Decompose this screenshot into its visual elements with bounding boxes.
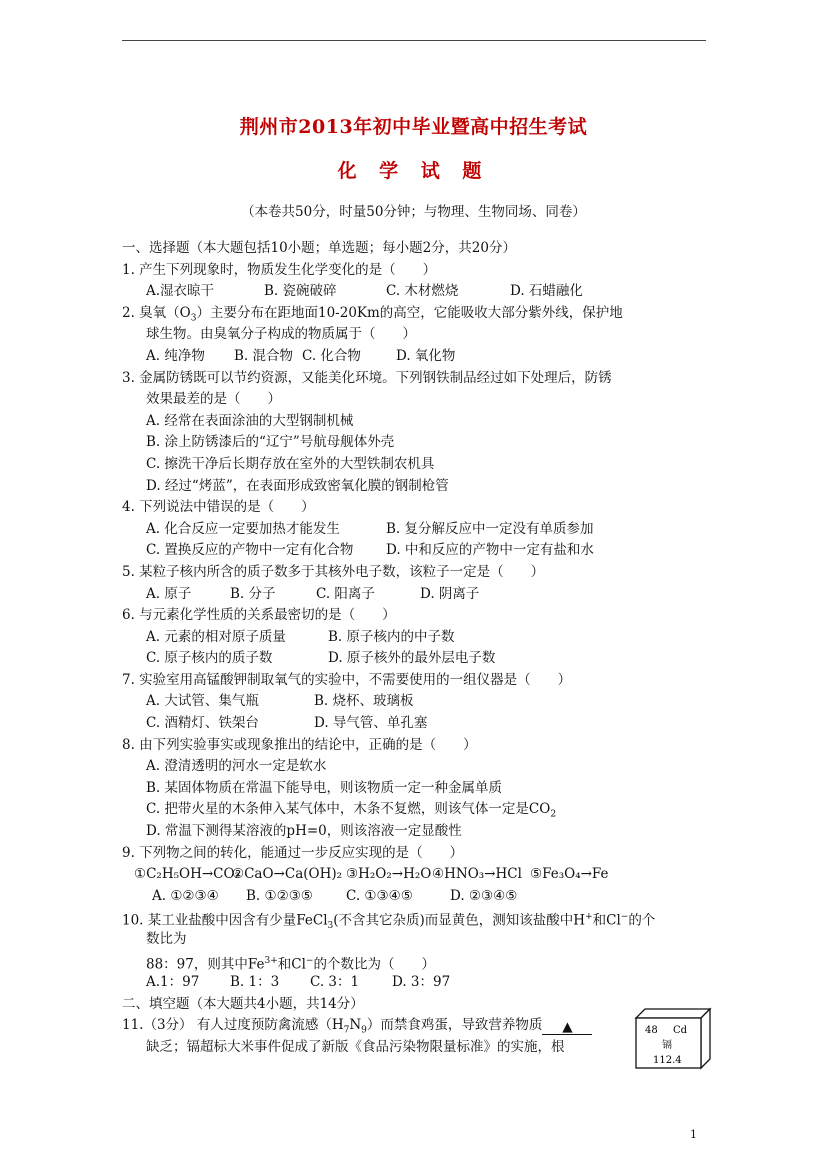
header-rule [122,40,706,41]
q9-item-4: ④HNO₃→HCl [432,866,522,883]
q2-option-d: D. 氧化物 [396,347,456,364]
q10-stem-sup: 3+ [264,955,278,966]
q9-stem: 9. 下列物之间的转化，能通过一步反应实现的是（ ） [122,844,464,861]
q4-option-c: C. 置换反应的产物中一定有化合物 [146,542,354,559]
q11-answer-blank[interactable]: ▲ [542,1020,592,1035]
q3-stem-line2: 效果最差的是（ ） [146,391,281,408]
element-symbol: Cd [673,1025,688,1036]
q9-item-3: ③H₂O₂→H₂O [346,866,432,883]
q8-option-c-sub: 2 [550,810,557,821]
q7-options-row2 [122,713,712,735]
q3-option-c: C. 擦洗干净后长期存放在室外的大型铁制农机具 [146,455,435,472]
q11-line2: 缺乏；镉超标大米事件促成了新版《食品污染物限量标准》的实施，根 [146,1038,565,1055]
exam-note: （本卷共50分，时量50分钟；与物理、生物同场、同卷） [241,204,586,220]
q2-stem-line2: 球生物。由臭氧分子构成的物质属于（ ） [146,326,416,343]
q5-option-b: B. 分子 [230,585,276,602]
q2-option-a: A. 纯净物 [146,347,205,364]
q8-stem: 8. 由下列实验事实或现象推出的结论中，正确的是（ ） [122,736,477,753]
q2-stem-part: ）主要分布在距地面10-20Km的高空，它能吸收大部分紫外线，保护地 [196,304,623,321]
q11-sub: 7 [343,1026,350,1037]
card-side-face [701,1009,710,1068]
q9-option-b: B. ①②③⑤ [246,887,313,904]
q9-item-2: ②CaO→Ca(OH)₂ [232,866,343,883]
q7-option-d: D. 导气管、单孔塞 [314,715,428,732]
q11-text-part: ）而禁食鸡蛋，导致营养物质 [366,1017,543,1034]
q10-stem-sup: − [620,912,629,923]
q1-stem: 1. 产生下列现象时，物质发生化学变化的是（ ） [122,261,437,278]
q10-option-a: A.1：97 [146,974,200,991]
q6-options-row1 [122,627,712,649]
q4-option-a: A. 化合反应一定要加热才能发生 [146,520,340,537]
q6-options-row2 [122,648,712,670]
q10-stem-line2: 数比为 [146,931,187,947]
q4-stem: 4. 下列说法中错误的是（ ） [122,499,315,516]
q3-option-b: B. 涂上防锈漆后的“辽宁”号航母舰体外壳 [146,434,395,451]
exam-content [122,238,712,1059]
cadmium-element-card [633,1006,713,1070]
q2-option-c: C. 化合物 [302,347,361,364]
q3-stem-line1: 3. 金属防锈既可以节约资源，又能美化环境。下列钢铁制品经过如下处理后，防锈 [122,369,612,386]
q9-option-d: D. ②③④⑤ [450,887,518,904]
q7-option-c: C. 酒精灯、铁架台 [146,715,259,732]
q10-stem-part: 的个 [628,912,656,929]
q6-option-c: C. 原子核内的质子数 [146,650,273,667]
q10-option-c: C. 3：1 [310,974,360,991]
q10-option-b: B. 1：3 [230,974,280,991]
q1-options [122,281,712,303]
q10-stem-part: 的个数比为（ ） [313,956,435,973]
q10-stem-part: 和Cl [277,956,306,973]
q11-line1 [122,1015,712,1037]
q11-text-part: 11.（3分） 有人过度预防禽流感（H [122,1017,344,1034]
q9-items [122,864,712,886]
section1-heading: 一、选择题（本大题包括10小题；单选题；每小题2分，共20分） [122,240,516,256]
q7-stem: 7. 实验室用高锰酸钾制取氧气的实验中，不需要使用的一组仪器是（ ） [122,671,572,688]
q2-stem-line1 [122,303,712,325]
q8-option-c-text: C. 把带火星的木条伸入某气体中，木条不复燃，则该气体一定是CO [146,801,551,818]
q9-item-5: ⑤Fe₃O₄→Fe [530,866,609,883]
q4-options-row1 [122,519,712,541]
q4-option-b: B. 复分解反应中一定没有单质参加 [386,520,594,537]
q8-option-d: D. 常温下测得某溶液的pH=0，则该溶液一定显酸性 [146,823,462,840]
q6-option-d: D. 原子核外的最外层电子数 [328,650,496,667]
q10-stem-part: (不含其它杂质)而显黄色，测知该盐酸中H [333,912,586,929]
q3-option-d: D. 经过“烤蓝”，在表面形成致密氧化膜的钢制枪管 [146,477,449,494]
q8-option-a: A. 澄清透明的河水一定是软水 [146,758,327,775]
q5-option-a: A. 原子 [146,585,192,602]
q2-options [122,346,712,368]
page-number: 1 [690,1128,697,1141]
q10-stem-sup: + [585,912,593,923]
q1-option-b: B. 瓷碗破碎 [264,283,337,300]
q8-option-b: B. 某固体物质在常温下能导电，则该物质一定一种金属单质 [146,779,503,796]
element-card-graphic [633,1006,713,1070]
q7-option-b: B. 烧杯、玻璃板 [314,693,414,710]
q10-stem-line3 [122,951,712,973]
q9-option-c: C. ①③④⑤ [346,887,413,904]
q3-option-a: A. 经常在表面涂油的大型钢制机械 [146,412,354,429]
section2-heading: 二、填空题（本大题共4小题，共14分） [122,995,364,1012]
q11-sub: 9 [361,1026,367,1037]
q10-stem-part: 和Cl [592,912,621,929]
q5-option-d: D. 阴离子 [420,585,480,602]
q2-stem-part: 2. 臭氧（O [122,304,191,321]
q11-text-part: N [349,1017,362,1034]
q9-option-a: A. ①②③④ [152,887,219,904]
q7-options-row1 [122,691,712,713]
q10-option-d: D. 3：97 [392,974,451,991]
q2-stem-sub: 3 [190,313,197,324]
q5-option-c: C. 阳离子 [316,585,375,602]
q6-option-a: A. 元素的相对原子质量 [146,628,286,645]
q10-stem-sub: 3 [327,921,334,932]
q10-options [122,972,712,994]
q4-options-row2 [122,540,712,562]
q10-stem-part: 10. 某工业盐酸中因含有少量FeCl [122,912,328,929]
q10-stem-line1 [122,907,712,932]
q1-option-a: A.湿衣晾干 [146,283,215,300]
q1-option-d: D. 石蜡融化 [510,283,583,300]
q5-stem: 5. 某粒子核内所含的质子数多于其核外电子数，该粒子一定是（ ） [122,563,545,580]
exam-subtitle: 化 学 试 题 [337,160,490,182]
q5-options [122,584,712,606]
element-number: 48 [645,1025,658,1036]
element-mass: 112.4 [653,1055,682,1066]
q9-item-1: ①C₂H₅OH→CO₂ [134,866,240,883]
q4-option-d: D. 中和反应的产物中一定有盐和水 [386,542,594,559]
card-top-face [636,1009,710,1018]
q9-options [122,886,712,908]
exam-title: 荆州市2013年初中毕业暨高中招生考试 [239,116,588,138]
q8-option-c [122,799,712,821]
q1-option-c: C. 木材燃烧 [386,283,459,300]
q10-stem-sup: − [305,955,314,966]
q6-option-b: B. 原子核内的中子数 [328,628,455,645]
element-name: 镉 [662,1040,672,1051]
q2-option-b: B. 混合物 [234,347,294,364]
q10-stem-part: 88：97，则其中Fe [146,956,265,973]
q6-stem: 6. 与元素化学性质的关系最密切的是（ ） [122,607,396,624]
q7-option-a: A. 大试管、集气瓶 [146,693,259,710]
